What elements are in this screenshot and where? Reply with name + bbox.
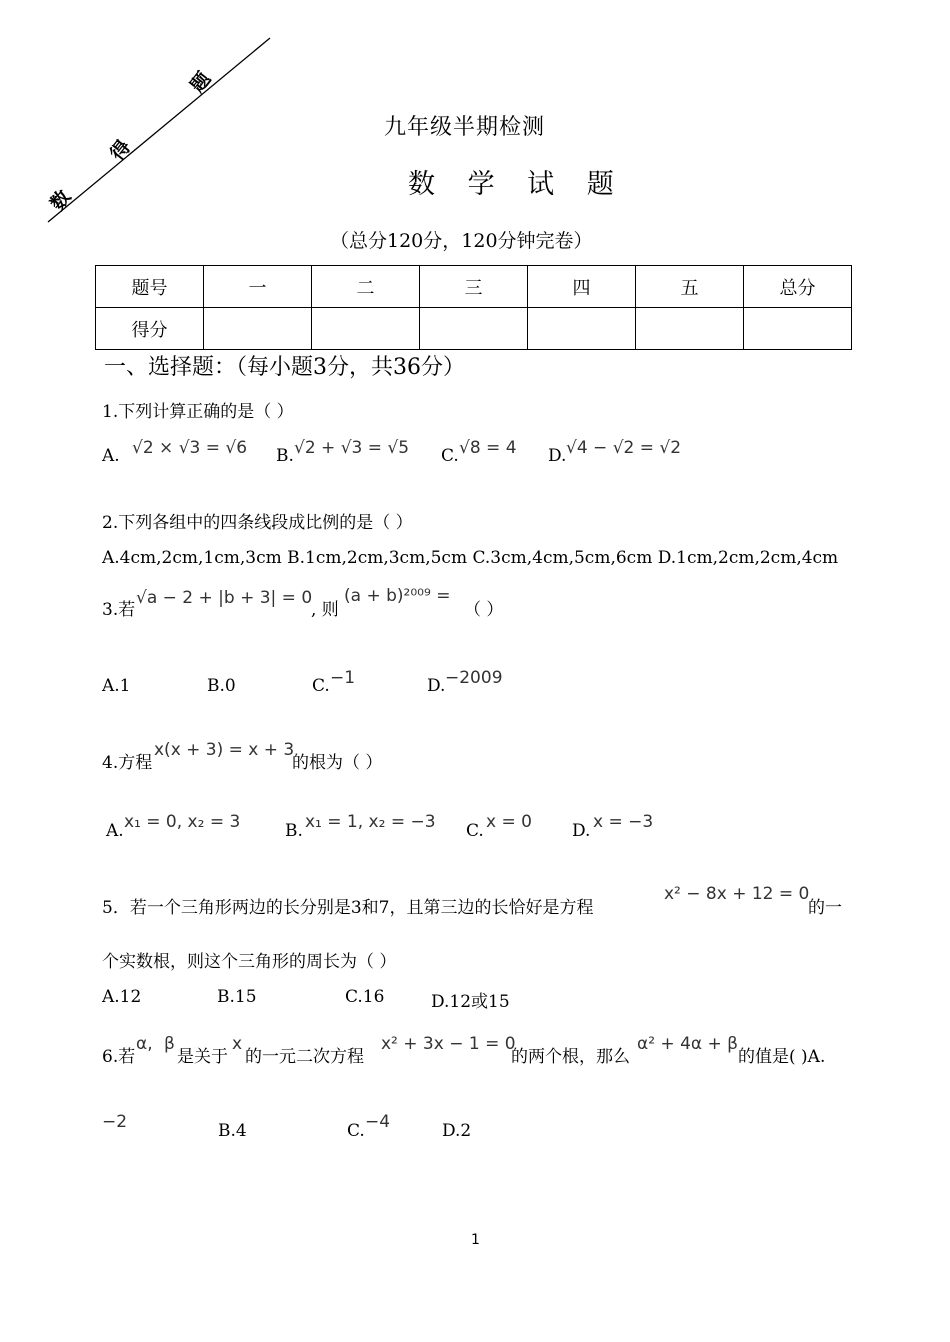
q2-options: A.4cm,2cm,1cm,3cm B.1cm,2cm,3cm,5cm C.3cm,4cm,5cm,6cm D.1cm,2cm,2cm,4cm [102, 548, 839, 568]
q1-option-a-math: √2 × √3 = √6 [132, 438, 248, 458]
q4-option-c-label: C. [466, 821, 484, 841]
q6-mid-2: 的一元二次方程 [245, 1047, 364, 1067]
score-cell: 三 [420, 266, 528, 308]
question-4-prefix: 4.方程 [102, 753, 153, 773]
corner-label-1: 数 [46, 186, 76, 215]
q6-variable-x: x [232, 1034, 243, 1054]
score-table-header-row [96, 266, 852, 308]
q6-option-c-math: −4 [365, 1112, 391, 1132]
q6-suffix: 的值是( )A. [738, 1047, 826, 1067]
q3-option-d-label: D. [427, 676, 446, 696]
q3-option-d-math: −2009 [445, 668, 503, 688]
q6-mid-3: 的两个根，那么 [511, 1047, 630, 1067]
q4-option-a-math: x₁ = 0, x₂ = 3 [124, 812, 241, 832]
q1-option-d-label: D. [548, 446, 567, 466]
q6-alpha-math: α, [136, 1034, 153, 1054]
score-cell: 四 [528, 266, 636, 308]
q6-option-c-label: C. [347, 1121, 365, 1141]
q6-option-a-math: −2 [102, 1112, 128, 1132]
exam-info: （总分120分，120分钟完卷） [330, 230, 593, 252]
subject-title: 数 学 试 题 [408, 169, 626, 200]
page-number: 1 [471, 1232, 480, 1248]
q4-equation-math: x(x + 3) = x + 3 [154, 740, 295, 760]
score-cell: 五 [636, 266, 744, 308]
question-1-stem: 1.下列计算正确的是（ ） [102, 402, 294, 422]
score-input-cell[interactable] [312, 308, 420, 350]
q1-option-c-math: √8 = 4 [459, 438, 517, 458]
q6-option-b: B.4 [218, 1121, 247, 1141]
q4-option-c-math: x = 0 [486, 812, 532, 832]
q6-option-d: D.2 [442, 1121, 472, 1141]
score-cell: 一 [204, 266, 312, 308]
q3-expression-math: (a + b)²⁰⁰⁹ = [344, 586, 451, 606]
score-table [95, 265, 852, 350]
exam-title: 九年级半期检测 [384, 115, 546, 140]
score-input-cell[interactable] [204, 308, 312, 350]
q5-option-b: B.15 [217, 987, 257, 1007]
question-5-line-1: 5．若一个三角形两边的长分别是3和7，且第三边的长恰好是方程 [102, 898, 594, 918]
q6-mid-1: 是关于 [177, 1047, 228, 1067]
q6-beta-math: β [164, 1034, 175, 1054]
score-table-score-row [96, 308, 852, 350]
question-3-prefix: 3.若 [102, 600, 136, 620]
q1-option-d-math: √4 − √2 = √2 [566, 438, 682, 458]
score-input-cell[interactable] [744, 308, 852, 350]
score-cell: 题号 [96, 266, 204, 308]
q5-option-d: D.12或15 [431, 992, 510, 1012]
corner-diagonal-line [0, 0, 300, 240]
score-input-cell[interactable] [636, 308, 744, 350]
q3-option-c-label: C. [312, 676, 330, 696]
q3-option-b: B.0 [207, 676, 236, 696]
corner-label-3: 题 [186, 68, 216, 97]
q1-option-c-label: C. [441, 446, 459, 466]
q4-option-d-math: x = −3 [593, 812, 654, 832]
q3-option-c-math: −1 [330, 668, 356, 688]
q1-option-a-label: A. [102, 446, 120, 466]
score-row-label: 得分 [96, 308, 204, 350]
q3-option-a: A.1 [102, 676, 131, 696]
q6-expression-math: α² + 4α + β [637, 1034, 738, 1054]
q6-equation-math: x² + 3x − 1 = 0 [381, 1034, 516, 1054]
q4-option-d-label: D. [572, 821, 591, 841]
score-input-cell[interactable] [420, 308, 528, 350]
q4-suffix: 的根为（ ） [292, 753, 383, 773]
question-5-line-2: 个实数根，则这个三角形的周长为（ ） [102, 952, 397, 972]
q5-option-c: C.16 [345, 987, 385, 1007]
q5-line-1-suffix: 的一 [808, 898, 842, 918]
question-6-prefix: 6.若 [102, 1047, 136, 1067]
q4-option-b-math: x₁ = 1, x₂ = −3 [305, 812, 436, 832]
q1-option-b-math: √2 + √3 = √5 [294, 438, 410, 458]
q4-option-a-label: A. [106, 821, 124, 841]
q5-equation-math: x² − 8x + 12 = 0 [664, 884, 810, 904]
question-2-stem: 2.下列各组中的四条线段成比例的是（ ） [102, 513, 413, 533]
score-input-cell[interactable] [528, 308, 636, 350]
score-cell: 总分 [744, 266, 852, 308]
section-heading: 一、选择题：（每小题3分，共36分） [104, 355, 465, 380]
q1-option-b-label: B. [276, 446, 294, 466]
q5-option-a: A.12 [102, 987, 142, 1007]
q4-option-b-label: B. [285, 821, 303, 841]
q3-mid-text: , 则 [311, 600, 339, 620]
q3-condition-math: √a − 2 + |b + 3| = 0 [136, 588, 313, 608]
score-cell: 二 [312, 266, 420, 308]
q3-answer-bracket: （ ） [464, 600, 504, 620]
corner-label-2: 得 [106, 136, 136, 165]
